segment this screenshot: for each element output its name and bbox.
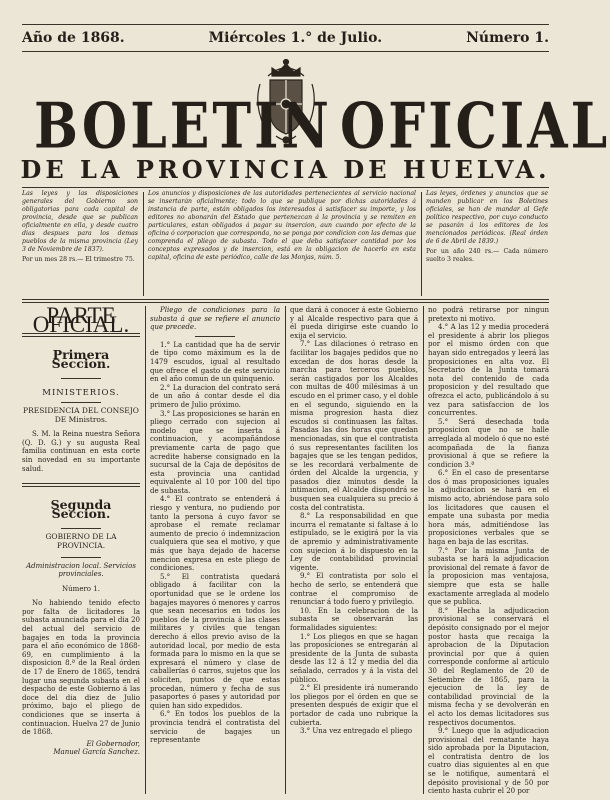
signature-title: El Gobernador, bbox=[86, 739, 140, 748]
col3-para: 10. En la celebracion de la subasta se observarán las formalidades siguientes: bbox=[290, 606, 418, 632]
col4-para: 9.° Luego que la adjudicacion provisional del rematante haya sido aprobada por la Diputacion, el contratista dentro de los cuatro dias siguientes al en que se le notifique, aumentará el depósito provisional y de 50 por ciento hasta cubrir el 20 por bbox=[428, 727, 549, 796]
parte-oficial-heading: PARTE OFICIAL. bbox=[32, 303, 130, 337]
subasta-paragraph: No habiendo tenido efecto por falta de licitadores la subasta anunciada para el dia 20 del actual del servicio de bagajes en toda la provincia para el año económico de 1868-69, en cumplimiento á la disposicion 8.ª de la Real órden de 17 de Enero de 1865, tendrá lugar una segunda subasta en el despacho de este Gobierno á las doce del dia diez de Julio próximo, bajo el pliego de condiciones que se inserta á continuacion. Huelva 27 de Junio de 1868. bbox=[22, 599, 140, 737]
col4-para: 5.° Será desechada toda proposicion que no se halle arreglada al modelo ó que no esté acompañada de la fianza provisional á que se refiere la condicion 3.ª bbox=[428, 417, 550, 469]
masthead-title-left: BOLETIN bbox=[34, 90, 332, 164]
notes-rule bbox=[22, 299, 549, 300]
pliego-heading: Pliego de condiciones para la subasta á que se refiere el anuncio que precede. bbox=[150, 306, 280, 332]
segunda-seccion-heading: Segunda Seccion. bbox=[50, 497, 112, 521]
col3-para: que dará á conocer á este Gobierno y al Alcalde respectivo para que á él pueda dirigirse este cuando lo exija el servicio. bbox=[290, 306, 418, 340]
col2-para: 3.° Las proposiciones se harán en pliego cerrado con sujecion al modelo que se inserta á continuacion, y acompañándose previamente carta de pago que acredite haberse consignado en la sucursal de la Caja de depósitos de esta provincia una cantidad equivalente al 10 por 100 del tipo de subasta. bbox=[150, 409, 280, 495]
column-3 bbox=[290, 306, 418, 794]
column-divider-3 bbox=[423, 306, 424, 794]
col4-para: 7.° Por la misma Junta de subasta se hará la adjudicacion provisional del remate á favor de la proposicion mas ventajosa, siempre que esta se halle exactamente arreglada al modelo que se publica. bbox=[428, 546, 549, 607]
note-center: Los anuncios y disposiciones de las autoridades pertenecientes al servicio nacional se insertarán oficialmente; todo lo que se publique por dichas autoridades á instancia de parte, están obligados los interesados á satisfacer su importe, y los editores no abonarán del Estado que pertenezcan á la provincia y se remiten en particulares, estan obligados á pagar su insercion, aun cuando por efecto de la oficina ó corporacion que corresponda, no se ponga por condicion con las demas que comprenda el pliego de subasta. Todo el que deba satisfacer cantidad por los conceptos expresados y de insercion, está en la obligacion de hacerlo en esta capital, oficina de este periódico, calle de las Monjas, núm. 5. bbox=[148, 190, 416, 261]
column-divider-2 bbox=[285, 306, 286, 794]
col2-para: 1.° La cantidad que ha de servir de tipo como máximum es la de 1479 escudos, igual al resultado que ofrece el gasto de este servicio en el año comun de un quinquenio. bbox=[150, 340, 280, 384]
issue-number: Número 1. bbox=[466, 30, 549, 46]
gobierno-heading: GOBIERNO DE LA PROVINCIA. bbox=[45, 532, 117, 550]
note-divider-1 bbox=[143, 192, 144, 296]
col4-para: 8.° Hecha la adjudicacion provisional se conservará el depósito consignado por el mejor postor hasta que recaiga la aprobacion de la Diputacion provincial por que á quien corresponde conforme al artículo 30 del Reglamento de 20 de Setiembre de 1865, para la ejecucion de la ley de contabilidad provincial de la misma fecha y se devolverán en el acto los demas licitadores sus respectivos documentos. bbox=[428, 606, 549, 727]
note-right-text: Las leyes, órdenes y anuncios que se manden publicar en los Boletines oficiales, se han de mandar al Gefe político respectivo, por cuyo conducto se pasarán á los editores de los mencionados periódicos. (Real órden de 6 de Abril de 1839.) bbox=[426, 190, 548, 245]
short-rule bbox=[61, 402, 101, 403]
note-left-price: Por un mes 28 rs.— El trimestre 75. bbox=[22, 256, 135, 263]
col3-para: 8.° La responsabilidad en que incurra el rematante si faltase á lo estipulado, se le exigirá por la via de apremio y administrativamente con sujecion á lo dispuesto en la Ley de contabilidad provincial vigente. bbox=[290, 512, 418, 572]
col4-para: 6.° En el caso de presentarse dos ó mas proposiciones iguales la adjudicacion se hará en el mismo acto, abriéndose para solo los licitadores que causen el empate una subasta por media hora más, admitiéndose las proposiciones verbales que se haga en baja de las escritas. bbox=[428, 469, 549, 547]
column-1 bbox=[22, 303, 140, 794]
note-left-text: Las leyes y las disposiciones generales del Gobierno son obligatorias para cada capital de provincia, desde que se publican oficialmente en ella, y desde cuatro dias despues para los demas pueblos de la misma provincia (Ley 3 de Noviembre de 1837). bbox=[22, 190, 138, 253]
masthead-subtitle: DE LA PROVINCIA DE HUELVA. bbox=[20, 155, 551, 184]
issue-year: Año de 1868. bbox=[22, 30, 125, 46]
admin-heading: Administracion local. Servicios provinciales. bbox=[26, 561, 136, 579]
presidencia-heading: PRESIDENCIA DEL CONSEJO DE Ministros. bbox=[23, 405, 139, 424]
col3-para: 7.° Las dilaciones ó retraso en facilitar los bagajes pedidos que no excedan de dos horas desde la marcha para terceros pueblos, serán castigados por los Alcaldes con multas de 400 milésimas á un escudo en el primer caso, y el doble en el segundo, siguiendo en la misma progresion hasta diez escudos si continuasen las faltas. Pasadas las dos horas que quedan mencionadas, sin que el contratista ó sus representantes faciliten los bagajes que se les tengan pedidos, se les recordará verbalmente de órden del Alcalde la urgencia, y pasados diez minutos desde la intimacion, el Alcalde dispondrá se busquen sea cualquiera su precio á costa del contratista. bbox=[290, 340, 418, 512]
royal-health-paragraph: S. M. la Reina nuestra Señora (Q. D. G.) y su augusta Real familia continuan en esta corte sin novedad en su importante salud. bbox=[22, 430, 140, 473]
col3-para: 2.° El presidente irá numerando los pliegos por el órden en que se presenten después de exigir que el portador de cada uno rubrique la cubierta. bbox=[290, 684, 418, 727]
col4-para: no podrá retirarse por ningun pretexto ni motivo. bbox=[428, 306, 549, 323]
ministerios-heading: MINISTERIOS. bbox=[42, 388, 120, 399]
note-left bbox=[22, 190, 138, 298]
short-rule bbox=[61, 378, 101, 379]
col3-para: 3.° Una vez entregado el pliego bbox=[300, 727, 413, 736]
col3-para: 9.° El contratista por solo el hecho de serlo, se entenderá que contrae el compromiso de renunciar á todo fuero y privilegio. bbox=[290, 572, 418, 607]
dateline-rule bbox=[22, 51, 549, 52]
issue-date: Miércoles 1.° de Julio. bbox=[208, 30, 383, 46]
column-divider-1 bbox=[145, 306, 146, 794]
col2-para: 6.° En todos los pueblos de la provincia tendrá el contratista del servicio de bagajes un representante bbox=[150, 710, 280, 745]
col2-para: 2.° La duracion del contrato será de un año á contar desde el dia primero de Julio próximo. bbox=[150, 383, 280, 409]
note-right bbox=[426, 190, 548, 298]
column-2 bbox=[150, 306, 280, 794]
dateline bbox=[22, 28, 549, 48]
short-rule bbox=[195, 336, 235, 337]
top-rule bbox=[22, 24, 549, 25]
short-rule bbox=[61, 528, 101, 529]
masthead-title-right: OFICIAL bbox=[340, 90, 610, 164]
numero-heading: Número 1. bbox=[62, 584, 100, 593]
note-divider-2 bbox=[421, 192, 422, 296]
primera-seccion-heading: Primera Seccion. bbox=[51, 347, 111, 371]
col2-para: 4.° El contrato se entenderá á riesgo y ventura, no pudiendo por tanto la persona á cuyo favor se aprobase el remate reclamar aumento de precio ó indemnizacion cualquiera que sea el motivo, y que más que haya dejado de hacerse mencion expresa en este pliego de condiciones. bbox=[150, 495, 280, 573]
col4-para: 4.° A las 12 y media procederá el presidente á abrir los pliegos por el mismo órden con que hayan sido entregados y leerá las proposiciones en alta voz. El Secretario de la Junta tomará nota del contenido de cada proposicion y del resultado que ofrezca el acto, publicándolo á su vez para satisfaccion de los concurrentes. bbox=[428, 323, 549, 418]
column-4 bbox=[428, 306, 549, 794]
signature-name: Manuel García Sanchez. bbox=[53, 748, 140, 757]
subtitle-rule bbox=[22, 187, 549, 188]
col3-para: 1.° Los pliegos en que se hagan las proposiciones se entregarán al presidente de la Junta de subasta desde las 12 á 12 y media del dia señalado, cerrados y á la vista del público. bbox=[290, 632, 418, 684]
section-rule bbox=[22, 483, 140, 487]
note-right-price: Por un año 240 rs.— Cada número suelto 3 reales. bbox=[426, 248, 548, 263]
col2-para: 5.° El contratista quedará obligado á facilitar con la oportunidad que se le ordene los bagajes mayores ó menores y carros que sean necesarios en todos los pueblos de la provincia á las clases militares y civiles que tengan derecho á ellos previo aviso de la autoridad local, por medio de esta formada para lo mismo en la que se expresará el número y clase de caballerías ó carros, sujetos que los soliciten, puntos de que estas procedan, número y fecha de sus pasaportes ó pases y autoridad por quien han sido expedidos. bbox=[150, 572, 280, 710]
short-rule bbox=[61, 557, 101, 558]
